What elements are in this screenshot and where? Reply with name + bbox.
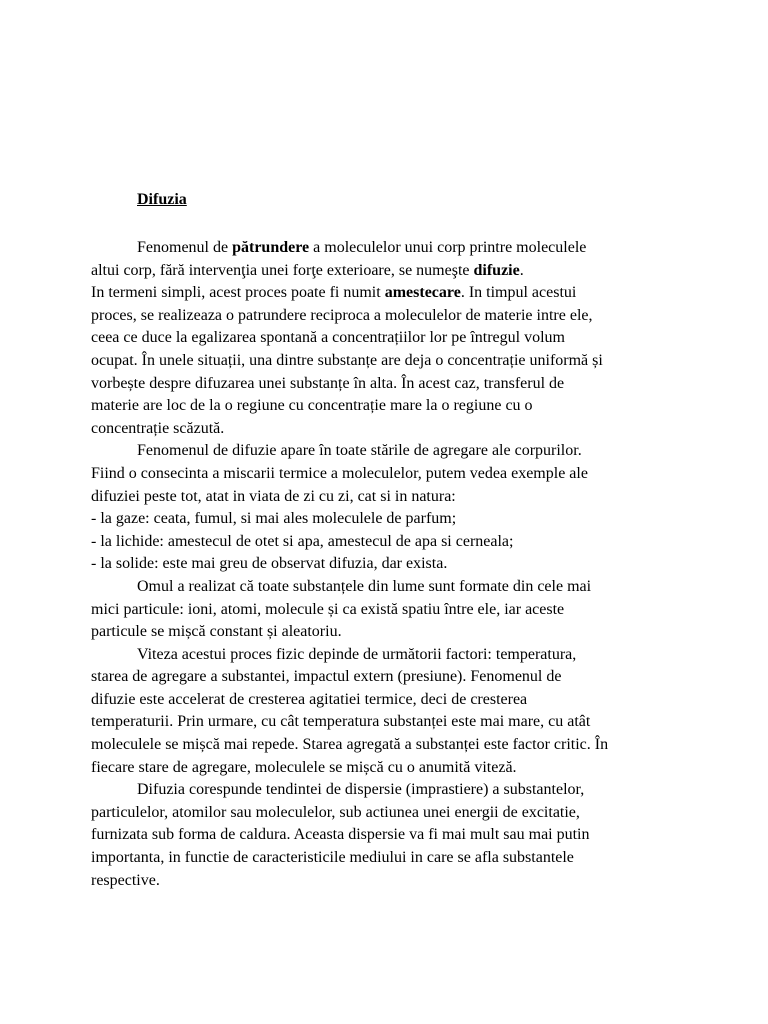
paragraph-line: fiecare stare de agregare, moleculele se mișcă cu o anumită viteză.: [91, 758, 517, 776]
paragraph-line: Viteza acestui proces fizic depinde de următorii factori: temperatura,: [137, 645, 577, 663]
paragraph-line: furnizata sub forma de caldura. Aceasta dispersie va fi mai mult sau mai putin: [91, 826, 590, 844]
paragraph-line: particulelor, atomilor sau moleculelor, sub actiunea unei energii de excitatie,: [91, 803, 580, 821]
paragraph-line: respective.: [91, 871, 160, 889]
text-run: In termeni simpli, acest proces poate fi numit: [91, 284, 385, 302]
paragraph-line: mici particule: ioni, atomi, molecule și ca există spatiu între ele, iar aceste: [91, 600, 565, 618]
paragraph-line: temperaturii. Prin urmare, cu cât temperatura substanței este mai mare, cu atât: [91, 713, 591, 731]
paragraph-line: ocupat. În unele situații, una dintre substanțe are deja o concentrație uniformă și: [91, 351, 603, 369]
bold-term: difuzie: [473, 261, 520, 279]
paragraph-line: [91, 260, 683, 283]
list-item: - la gaze: ceata, fumul, si mai ales moleculele de parfum;: [91, 510, 457, 528]
paragraph-line: proces, se realizeaza o patrundere reciproca a moleculelor de materie intre ele,: [91, 306, 593, 324]
paragraph-line: [91, 282, 683, 305]
bold-term: amestecare: [384, 284, 461, 302]
paragraph-line: concentrație scăzută.: [91, 419, 225, 437]
paragraph-line: moleculele se mișcă mai repede. Starea agregată a substanței este factor critic. În: [91, 736, 609, 754]
paragraph-line: Difuzia corespunde tendintei de dispersie (imprastiere) a substantelor,: [137, 781, 585, 799]
text-run: a moleculelor unui corp printre moleculele: [309, 239, 587, 256]
paragraph-line: particule se mișcă constant și aleatoriu.: [91, 623, 342, 641]
bold-term: pătrundere: [232, 239, 310, 256]
paragraph-line: difuziei peste tot, atat in viata de zi cu zi, cat si in natura:: [91, 487, 456, 505]
paragraph-line: Omul a realizat că toate substanțele din lume sunt formate din cele mai: [137, 577, 592, 595]
paragraph-line: starea de agregare a substantei, impactul extern (presiune). Fenomenul de: [91, 668, 562, 686]
paragraph-line: materie are loc de la o regiune cu concentrație mare la o regiune cu o: [91, 397, 533, 415]
list-item: - la lichide: amestecul de otet si apa, amestecul de apa si cerneala;: [91, 532, 514, 550]
text-run: . In timpul acestui: [460, 284, 577, 302]
paragraph-line: [91, 237, 683, 260]
paragraph-line: vorbește despre difuzarea unei substanțe în alta. În acest caz, transferul de: [91, 374, 565, 392]
document-body: [91, 237, 683, 892]
paragraph-line: importanta, in functie de caracteristicile mediului in care se afla substantele: [91, 849, 574, 867]
paragraph-line: difuzie este accelerat de cresterea agitatiei termice, deci de cresterea: [91, 690, 528, 708]
paragraph-line: Fenomenul de difuzie apare în toate stările de agregare ale corpurilor.: [137, 442, 582, 460]
document-title: Difuzia: [137, 191, 187, 208]
list-item: - la solide: este mai greu de observat difuzia, dar exista.: [91, 555, 448, 573]
paragraph-line: ceea ce duce la egalizarea spontană a concentrațiilor lor pe întregul volum: [91, 329, 565, 347]
text-run: Fenomenul de: [137, 239, 233, 256]
text-run: .: [519, 261, 524, 279]
paragraph-line: Fiind o consecinta a miscarii termice a moleculelor, putem vedea exemple ale: [91, 464, 588, 482]
text-run: altui corp, fără intervenţia unei forţe exterioare, se numeşte: [91, 261, 474, 279]
